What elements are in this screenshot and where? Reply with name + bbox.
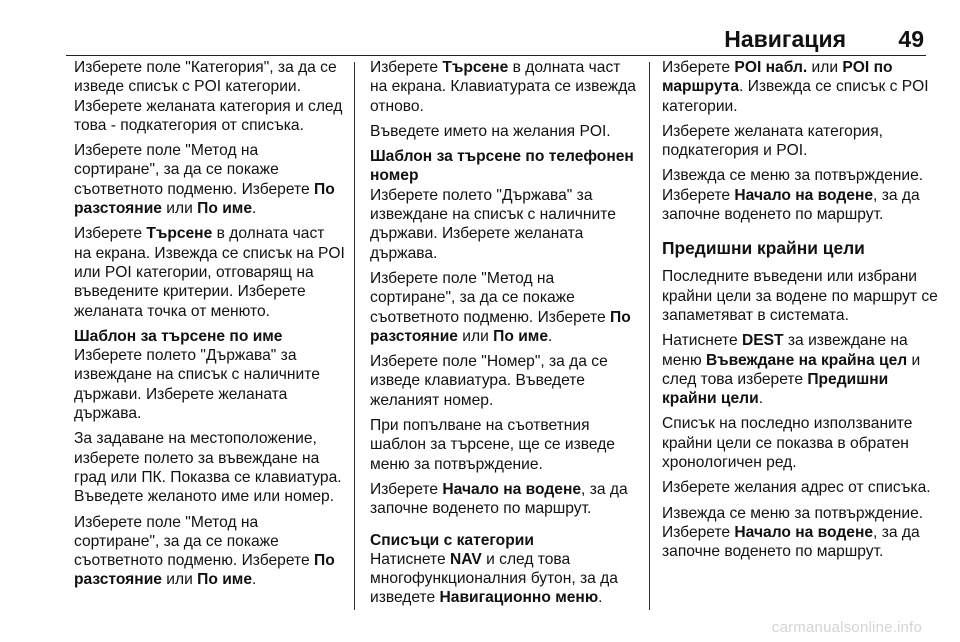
menu-term: Начало на водене — [442, 480, 582, 498]
paragraph: Изберете полето "Държава" за извеждане на списък с наличните държави. Изберете желаната държава. — [370, 186, 616, 262]
menu-term: Начало на водене — [734, 186, 874, 204]
subheading: Шаблон за търсене по телефонен номер — [370, 148, 634, 185]
paragraph: Извежда се меню за потвърждение. Изберете Начало на водене, за да започне воденето по маршрут. — [662, 504, 924, 561]
menu-term: Навигационно меню — [439, 589, 599, 607]
paragraph: Изберете Търсене в долната част на екрана. Извежда се списък на POI или POI категории, отговарящ на въведените критерии. Изберете желаната точка от менюто. — [74, 225, 345, 320]
paragraph: При попълване на съответния шаблон за търсене, ще се изведе меню за потвърждение. — [370, 417, 615, 473]
paragraph: Изберете поле "Метод на сортиране", за да се покаже съответното подменю. Изберете По разстояние или По име. — [370, 269, 631, 345]
paragraph: Изберете желаната категория, подкатегория и POI. — [662, 122, 883, 160]
menu-term: По разстояние — [74, 552, 335, 589]
menu-term: POI по маршрута — [662, 59, 893, 96]
header-divider — [66, 55, 926, 56]
text-column-2 — [370, 58, 640, 614]
menu-term: Търсене — [442, 59, 509, 76]
subheading: Шаблон за търсене по име — [74, 327, 283, 345]
paragraph: Изберете полето "Държава" за извеждане на списък с наличните държави. Изберете желаната държава. — [74, 347, 320, 423]
paragraph: Изберете Начало на водене, за да започне воденето по маршрут. — [370, 480, 628, 518]
menu-term: По име — [197, 200, 253, 218]
text-column-3 — [662, 58, 942, 568]
text-column-1 — [74, 58, 346, 596]
paragraph: Натиснете DEST за извеждане на меню Въвеждане на крайна цел и след това изберете Предишни крайни цели. — [662, 332, 921, 408]
key-term: NAV — [449, 550, 482, 568]
section-heading: Предишни крайни цели — [662, 238, 865, 259]
menu-term: По разстояние — [370, 308, 631, 345]
menu-term: По име — [197, 571, 253, 589]
paragraph: Натиснете NAV и след това многофункционалния бутон, за да изведете Навигационно меню. — [370, 550, 618, 607]
menu-term: По име — [493, 327, 549, 345]
paragraph: Извежда се меню за потвърждение. Изберете Начало на водене, за да започне воденето по маршрут. — [662, 167, 924, 224]
subheading: Списъци с категории — [370, 531, 534, 549]
page-header — [0, 0, 960, 56]
key-term: DEST — [741, 332, 784, 350]
paragraph: Изберете поле "Метод на сортиране", за да се покаже съответното подменю. Изберете По разстояние или По име. — [74, 513, 335, 589]
paragraph: Изберете поле "Метод на сортиране", за да се покаже съответното подменю. Изберете По разстояние или По име. — [74, 142, 335, 218]
paragraph: Изберете поле "Номер", за да се изведе клавиатура. Въведете желаният номер. — [370, 353, 608, 409]
menu-term: Въвеждане на крайна цел — [706, 351, 908, 369]
paragraph: Изберете поле "Категория", за да се изведе списък с POI категории. Изберете желаната категория и след това - подкатегория от списъка. — [74, 59, 343, 134]
page-number: 49 — [898, 26, 924, 52]
paragraph: Изберете Търсене в долната част на екрана. Клавиатурата се извежда отново. — [370, 59, 636, 115]
paragraph: Изберете POI набл. или POI по маршрута. Извежда се списък с POI категории. — [662, 59, 929, 115]
paragraph: Въведете името на желания POI. — [370, 122, 611, 140]
column-divider-2 — [649, 62, 650, 610]
paragraph: Списък на последно използваните крайни цели се показва в обратен хронологичен ред. — [662, 415, 913, 472]
paragraph: Изберете желания адрес от списъка. — [662, 479, 931, 497]
menu-term: По разстояние — [74, 180, 335, 218]
paragraph: За задаване на местоположение, изберете полето за въвеждане на град или ПК. Показва се клавиатура. Въведете желаното име или номер. — [74, 430, 342, 506]
menu-term: POI набл. — [734, 59, 808, 76]
paragraph: Последните въведени или избрани крайни цели за водене по маршрут се запаметяват в системата. — [662, 268, 938, 324]
menu-term: Начало на водене — [734, 523, 874, 541]
menu-term: Предишни крайни цели — [662, 370, 889, 408]
menu-term: Търсене — [146, 225, 213, 243]
watermark: carmanualsonline.info — [771, 619, 922, 636]
chapter-title: Навигация — [724, 26, 846, 52]
column-divider-1 — [354, 62, 355, 610]
